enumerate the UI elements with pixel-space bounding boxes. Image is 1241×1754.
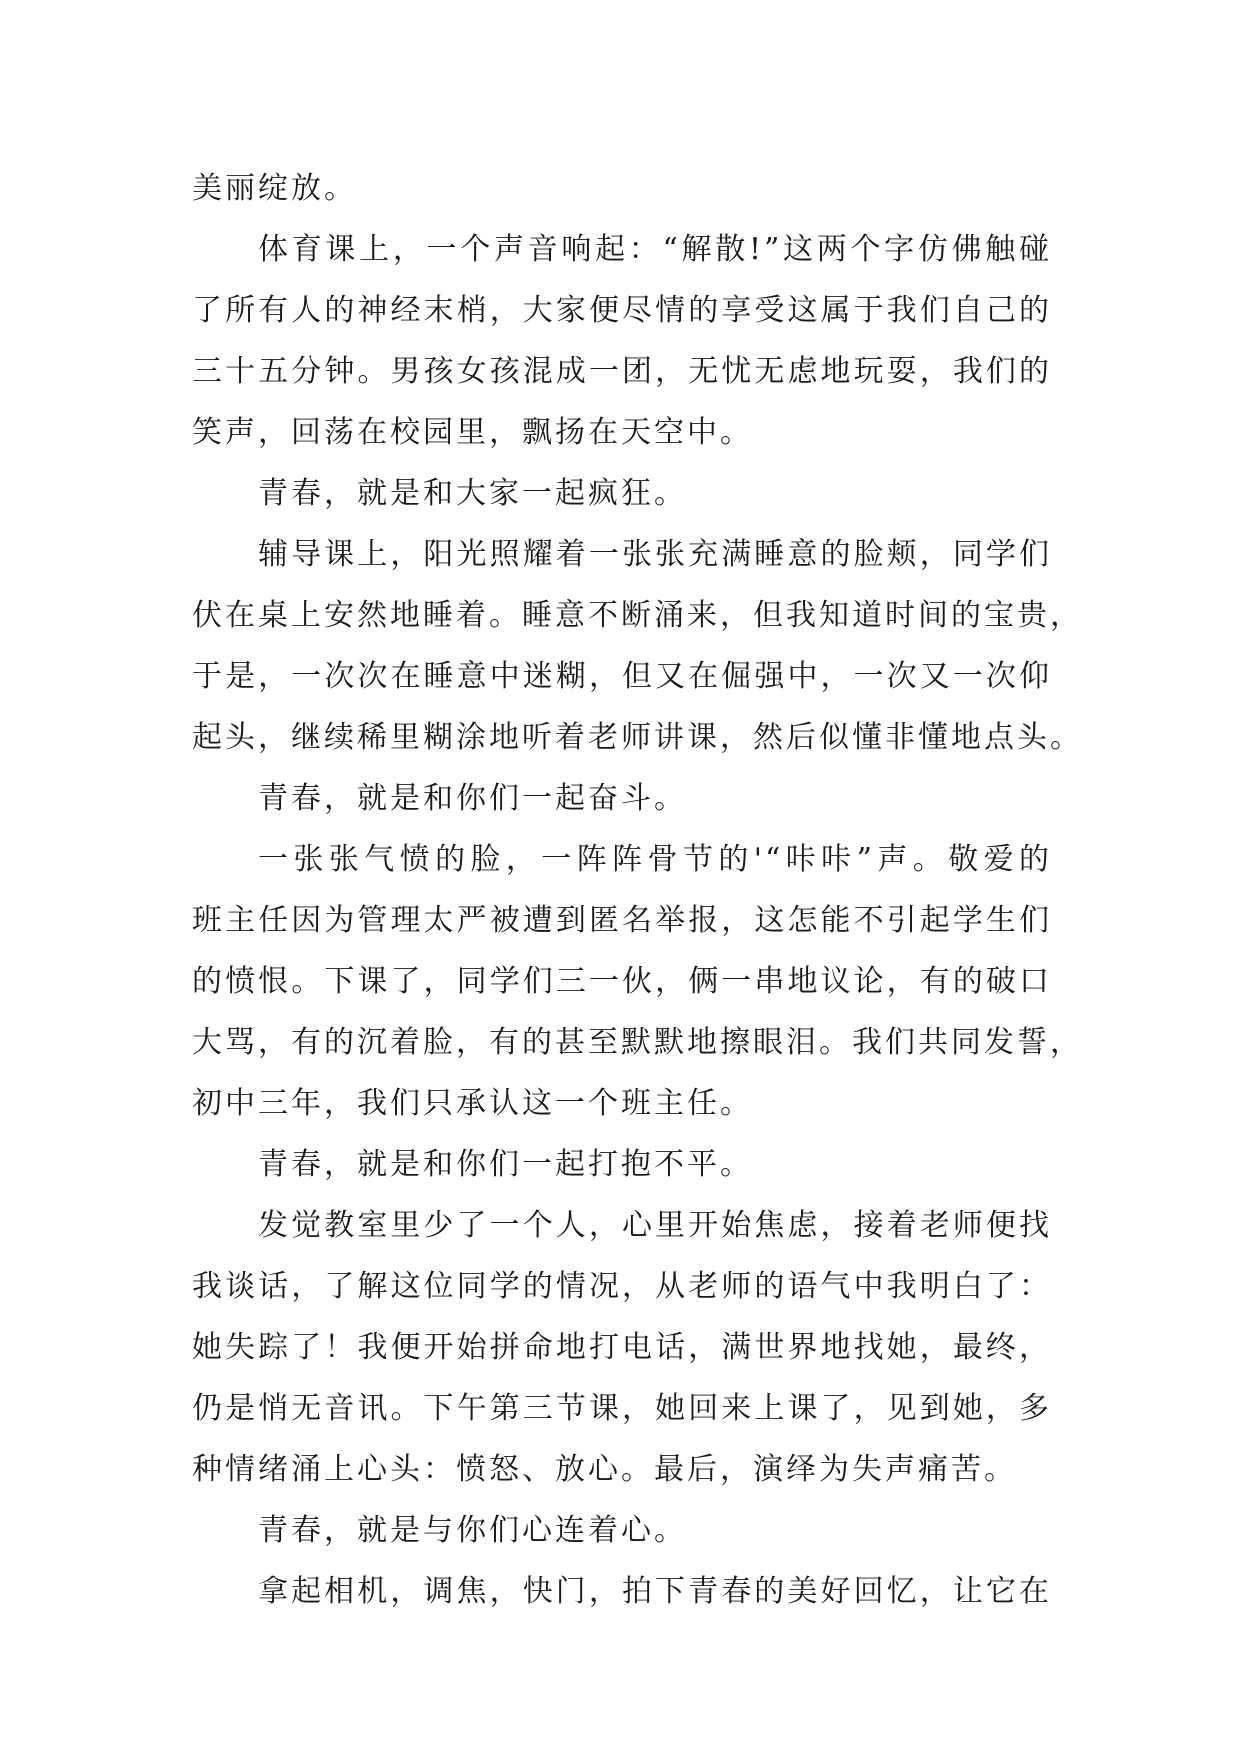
text-line: 大骂，有的沉着脸，有的甚至默默地擦眼泪。我们共同发誓， — [192, 1025, 1083, 1060]
text-line: 体育课上，一个声音响起：“解散!”这两个字仿佛触碰 — [258, 232, 1052, 267]
text-line: 一张张气愤的脸，一阵阵骨节的'“咔咔”声。敬爱的 — [258, 842, 1052, 877]
text-line: 了所有人的神经末梢，大家便尽情的享受这属于我们自己的 — [192, 293, 1052, 328]
text-line: 辅导课上，阳光照耀着一张张充满睡意的脸颊，同学们 — [258, 537, 1052, 572]
text-line: 笑声，回荡在校园里，飘扬在天空中。 — [192, 415, 753, 450]
text-line: 起头，继续稀里糊涂地听着老师讲课，然后似懂非懂地点头。 — [192, 720, 1083, 755]
text-line: 青春，就是和你们一起奋斗。 — [258, 781, 687, 816]
text-line: 拿起相机，调焦，快门，拍下青春的美好回忆，让它在 — [258, 1574, 1052, 1609]
text-line: 班主任因为管理太严被遭到匿名举报，这怎能不引起学生们 — [192, 903, 1052, 938]
text-line: 发觉教室里少了一个人，心里开始焦虑，接着老师便找 — [258, 1208, 1052, 1243]
text-line: 她失踪了！我便开始拼命地打电话，满世界地找她，最终， — [192, 1330, 1052, 1365]
text-line: 青春，就是与你们心连着心。 — [258, 1513, 687, 1548]
text-line: 仍是悄无音讯。下午第三节课，她回来上课了，见到她，多 — [192, 1391, 1052, 1426]
text-line: 种情绪涌上心头：愤怒、放心。最后，演绎为失声痛苦。 — [192, 1452, 1017, 1487]
text-line: 三十五分钟。男孩女孩混成一团，无忧无虑地玩耍，我们的 — [192, 354, 1052, 389]
text-line: 的愤恨。下课了，同学们三一伙，俩一串地议论，有的破口 — [192, 964, 1052, 999]
text-line: 青春，就是和你们一起打抱不平。 — [258, 1147, 753, 1182]
text-line: 于是，一次次在睡意中迷糊，但又在倔强中，一次又一次仰 — [192, 659, 1052, 694]
text-line: 初中三年，我们只承认这一个班主任。 — [192, 1086, 753, 1121]
text-line: 伏在桌上安然地睡着。睡意不断涌来，但我知道时间的宝贵， — [192, 598, 1083, 633]
text-line: 我谈话，了解这位同学的情况，从老师的语气中我明白了： — [192, 1269, 1052, 1304]
text-line: 美丽绽放。 — [192, 171, 357, 206]
text-line: 青春，就是和大家一起疯狂。 — [258, 476, 687, 511]
essay-body — [192, 158, 1083, 1622]
